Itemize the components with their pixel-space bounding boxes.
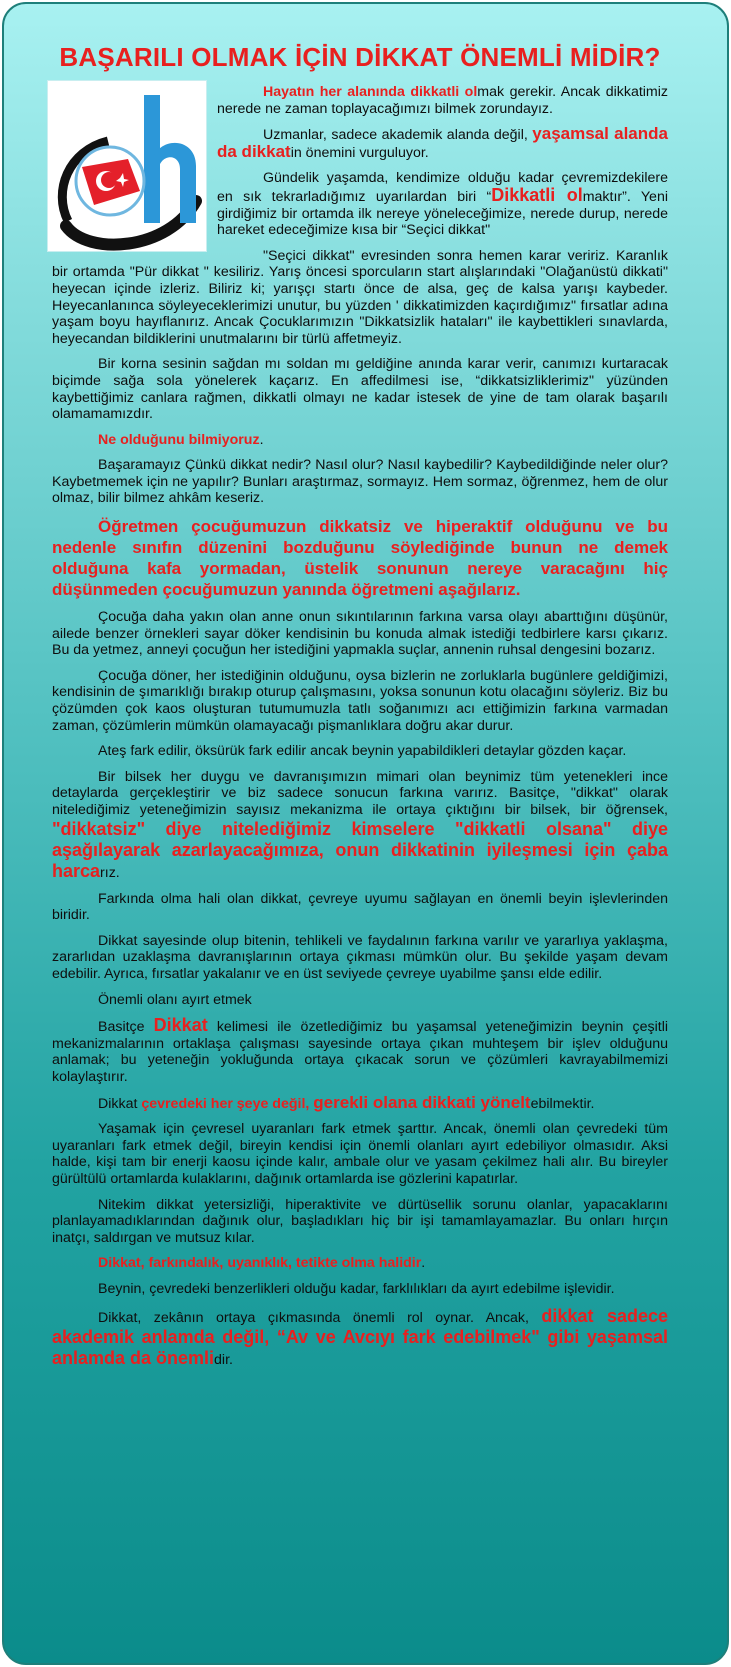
paragraph-13: Farkında olma hali olan dikkat, çevreye uyumu sağlayan en önemli beyin işlevlerinden biridir. [52,890,668,924]
paragraph-8-highlight: Öğretmen çocuğumuzun dikkatsiz ve hiperaktif olduğunu ve bu nedenle sınıfın düzenini bozduğunu söylediğinde bunun ne demek olduğuna kafa yormadan, üstelik sonunun nereye varacağını hiç düşünmeden çocuğumuzun yanında öğretmeni aşağılarız. [52,517,668,600]
paragraph-2: Uzmanlar, sadece akademik alanda değil, yaşamsal alanda da dikkatin önemini vurguluyor. [217,124,668,161]
page-title: BAŞARILI OLMAK İÇİN DİKKAT ÖNEMLİ MİDİR? [59,42,661,72]
paragraph-15: Önemli olanı ayırt etmek [98,991,252,1008]
paragraph-10: Çocuğa döner, her istediğinin olduğunu, oysa bizlerin ne zorluklarla bugünlere geldiğimizi, kendisinin de şımarıklığı bırakıp oturup çalışmasını, yoksa sonunun kotu olacağını söyleriz. Biz bu çözümden çok kaos oluşturan tutumumuzla tatlı soğanımızı acı ettiğimizin farkına varmadan zaman, çözümlerin mümkün olamayacağı pişmanlıklara doğru akar durur. [52,667,668,734]
turkish-flag-h-logo-icon [48,81,206,251]
paragraph-14: Dikkat sayesinde olup bitenin, tehlikeli ve faydalının farkına varılır ve yararlıya yaklaşma, zararlıdan uzaklaşma davranışlarının ortaya çıkması mümkün olur. Bu şekilde yaşam devam edebilir. Ayrıca, fırsatlar yakalanır ve en üst seviyede çevreye uyabilme şansı elde edilir. [52,932,668,982]
page-frame [2,2,729,1665]
paragraph-16: Basitçe Dikkat kelimesi ile özetlediğimiz bu yaşamsal yeteneğimizin beynin çeşitli mekanizmalarının ortaklaşa çalışması sayesinde ortaya çıkan muhteşem bir işlev olduğunu anlamak; bu yeteneğin yokluğunda ortaya çıkacak sorun ve çözümleri kavrayabilmemizi kolaylaştırır. [52,1015,668,1085]
paragraph-19: Nitekim dikkat yetersizliği, hiperaktivite ve dürtüsellik sorunu olanlar, yapacaklarını planlayamadıklarından dağınık olur, başladıkları hiç bir işi tamamlayamazlar. Bu onları hırçın inatçı, saldırgan ve mutsuz kılar. [52,1196,668,1246]
paragraph-18: Yaşamak için çevresel uyaranları fark etmek şarttır. Ancak, önemli olan çevredeki tüm uyaranları fark etmek değil, bireyin kendisi için önemli olanları ayırt edebiliyor olmasıdır. Aksi halde, kişi tam bir enerji kaosu içinde kalır, ambale olur ve yasam çekilmez hali alır. Bu bireyler gürültülü ortamlarda kulaklarını, dağınık ortamlarda ise gözlerini kapatırlar. [52,1121,668,1187]
paragraph-11: Ateş fark edilir, öksürük fark edilir ancak beynin yapabildikleri detaylar gözden kaçar. [98,743,627,760]
paragraph-4: "Seçici dikkat" evresinden sonra hemen karar veririz. Karanlık bir ortamda "Pür dikkat " kesiliriz. Yarış öncesi sporcuların start alışlarındaki "Olağanüstü dikkati" heyecan içinde izleriz. Biliriz ki; yarışçı startı önce de alsa, geç de kalsa yarışı kaybeder. Heyecanlanınca söyleyeceklerimizi unutur, bu yüzden ' dikkatimizden kaçırdığımız" fırsatlar adına yaşam boyu hayıflanırız. Ancak Çocuklarımızın "Dikkatsizlik hataları" ile kaybettikleri sınavlarda, heyecandan bildiklerini unutmalarını bir türlü affetmeyiz. [52,247,668,347]
logo [47,80,207,252]
paragraph-21: Beynin, çevredeki benzerlikleri olduğu kadar, farklılıkları da ayırt edebilme işlevidir. [98,1280,615,1297]
paragraph-1: Hayatın her alanında dikkatli olmak gerekir. Ancak dikkatimiz nerede ne zaman toplayacağımızı bilmek zorundayız. [217,84,668,117]
paragraph-6: Ne olduğunu bilmiyoruz. [98,431,264,448]
paragraph-17: Dikkat çevredeki her şeye değil, gerekli olana dikkati yöneltebilmektir. [98,1092,595,1112]
paragraph-5: Bir korna sesinin sağdan mı soldan mı geldiğine anında karar verir, canımızı kurtaracak biçimde sağa sola yönelerek kaçarız. En affedilmesi ise, “dikkatsizliklerimiz" yüzünden kaybettiğimiz canlara rağmen, dikkatli olmayı ne kadar istesek de yine de tam olarak başarılı olamamamızdır. [52,356,668,423]
paragraph-7: Başaramayız Çünkü dikkat nedir? Nasıl olur? Nasıl kaybedilir? Kaybedildiğinde neler olur? Kaybetmemek için ne yapılır? Bunları araştırmaz, sormayız. Hem sormaz, öğrenmez, hem de olur olmaz, bilir bilmez ahkâm keseriz. [52,457,668,507]
paragraph-20: Dikkat, farkındalık, uyanıklık, tetikte olma halidir. [98,1255,426,1272]
paragraph-22: Dikkat, zekânın ortaya çıkmasında önemli rol oynar. Ancak, dikkat sadece akademik anlamda değil, “Av ve Avcıyı fark edebilmek" gibi yaşamsal anlamda da önemlidir. [52,1306,669,1369]
paragraph-3: Gündelik yaşamda, kendimize olduğu kadar çevremizdekilere en sık tekrarladığımız uyarılardan biri “Dikkatli olmaktır”. Yeni girdiğimiz bir ortamda ilk nereye yöneleceğimize, nerede durup, nerede hareket edeceğimize kısa bir “Seçici dikkat" [217,170,668,239]
paragraph-9: Çocuğa daha yakın olan anne onun sıkıntılarının farkına varsa olayı abarttığını düşünür, ailede benzer örnekleri sayar döker kendisinin bu konuda almak istediği tedbirlere karsı çıkarız. Bu da yetmez, anneyi çocuğun her istediğini yapmakla suçlar, annenin ruhsal dengesini bozarız. [52,609,668,659]
paragraph-12: Bir bilsek her duygu ve davranışımızın mimari olan beynimiz tüm yetenekleri ince detaylarda gerçekleştirir ve biz sadece sonucun farkına varırız. Basitçe, "dikkat" olarak nitelediğimiz yeteneğimizin sayısız mekanizma ile ortaya çıktığını bir bilsek, bir öğrensek, "dikkatsiz" diye nitelediğimiz kimselere "dikkatli olsana" diye aşağılayarak azarlayacağımıza, onun dikkatinin iyileşmesi için çaba harcarız. [52,768,668,881]
article [52,42,668,1378]
